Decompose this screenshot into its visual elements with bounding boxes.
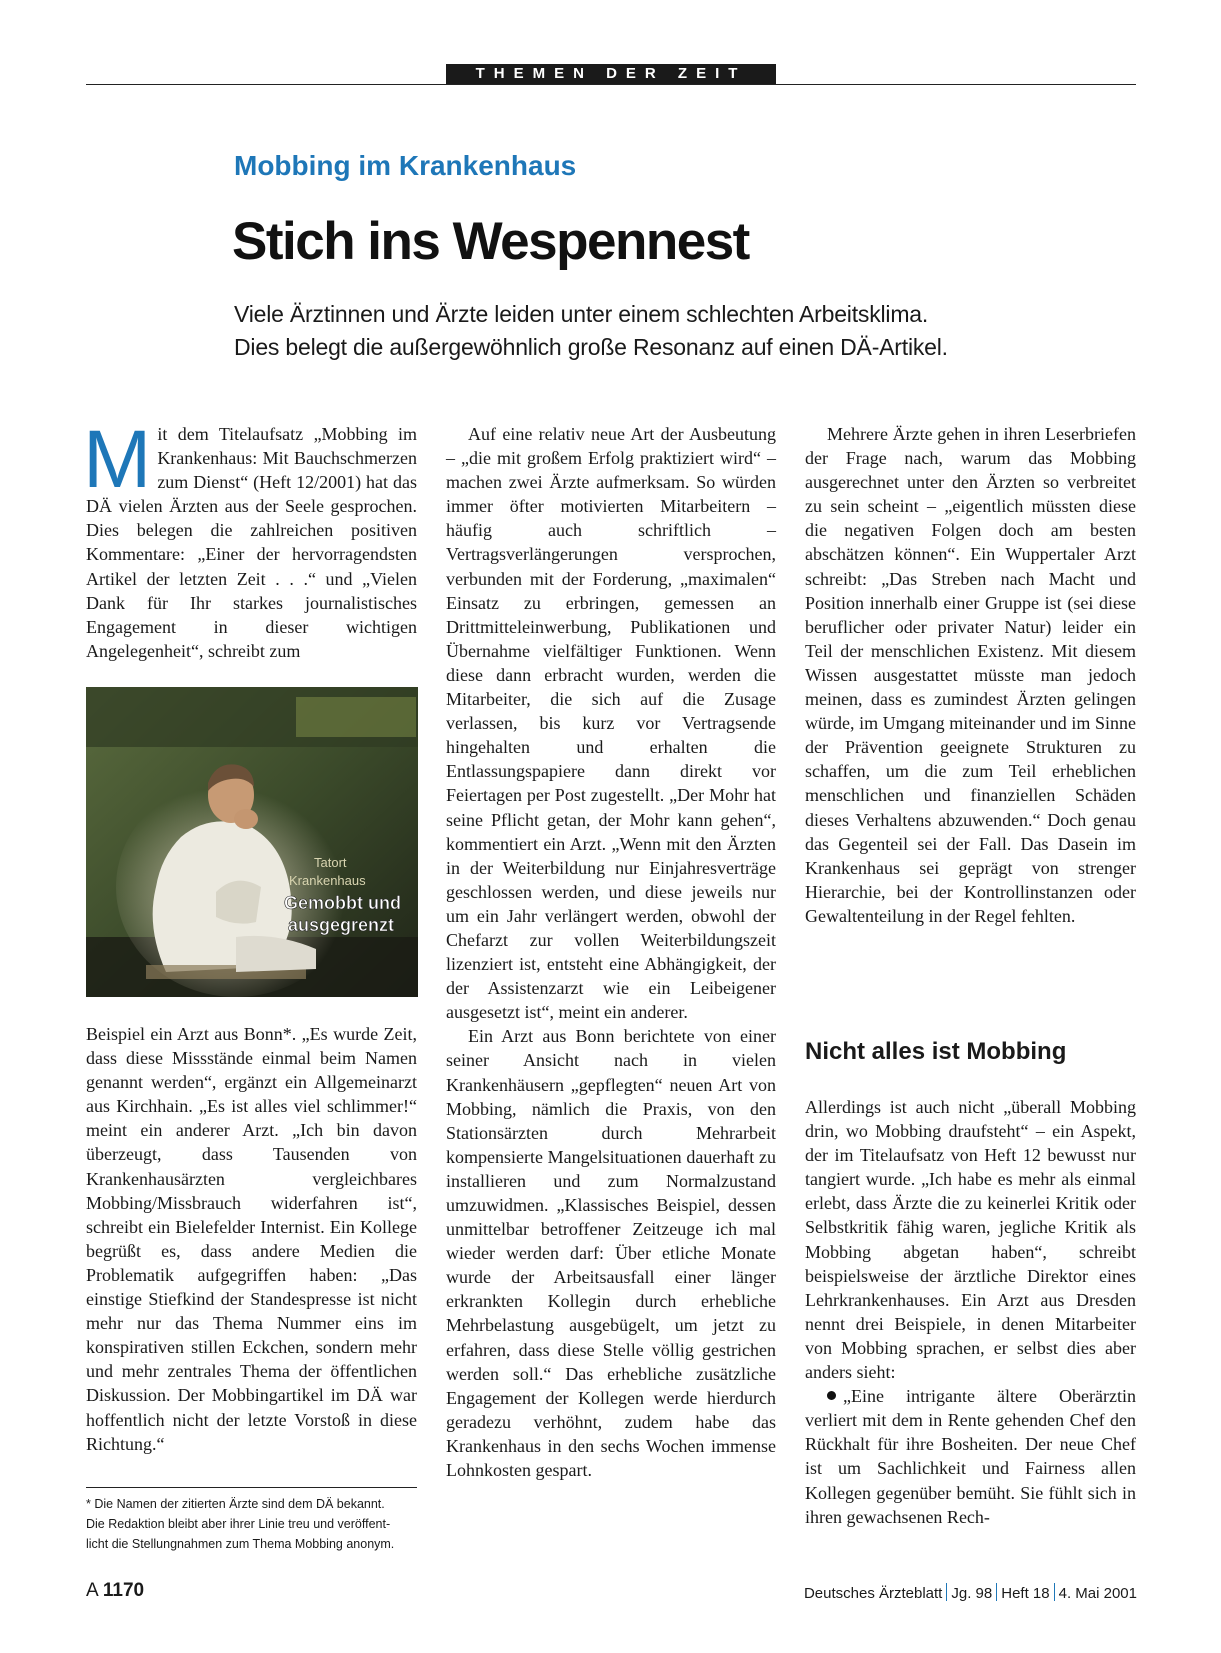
page-number-value: 1170 [102,1580,145,1601]
paragraph: Auf eine relativ neue Art der Ausbeutung – „die mit großem Erfolg praktiziert wird“ – machen zwei Ärzte aufmerksam. So würden immer öfter motivierten Mitarbeitern – häufig auch schriftlich – Vertragsverlängerungen versprochen, verbunden mit der Forderung, „maximalen“ Einsatz zu erbringen, gemessen an Drittmitteleinwerbung, Publikationen und Übernahme vielfältiger Funktionen. Wenn diese dann erbracht wurden, werden die Mitarbeiter, die sich auf die Zusage verlassen, bis kurz vor Vertragsende hingehalten und erhalten die Entlassungspapiere dann direkt vor Feiertagen per Post zugestellt. „Der Mohr hat seine Pflicht getan, der Mohr kann gehen“, kommentiert ein Arzt. „Wenn mit den Ärzten in der Weiterbildung nur Einjahresverträge geschlossen werden, und diese jeweils nur um ein Jahr verlängert werden, obwohl der Chefarzt zur vollen Weiterbildungszeit lizenziert ist, entsteht eine Abhängigkeit, der der Assistenzarzt wie ein Leibeigener ausgesetzt ist“, meint ein anderer. [446,424,776,1023]
paragraph: Allerdings ist auch nicht „überall Mobbing drin, wo Mobbing draufsteht“ – ein Aspekt, der im Titelaufsatz von Heft 12 bewusst nur tangiert wurde. „Ich habe es mehr als einmal erlebt, dass Ärzte die zu keinerlei Kritik oder Selbstkritik fähig waren, jegliche Kritik als Mobbing abgetan haben“, schreibt beispielsweise der ärztliche Direktor eines Lehrkrankenhauses. Ein Arzt aus Dresden nennt drei Beispiele, in denen Mitarbeiter von Mobbing sprachen, er selbst dies aber anders sieht: [805,1097,1136,1383]
footnote-line: * Die Namen der zitierten Ärzte sind dem DÄ bekannt. [86,1497,385,1511]
paragraph-text: it dem Titelaufsatz „Mobbing im Krankenhaus: Mit Bauchschmerzen zum Dienst“ (Heft 12/2001) hat das DÄ vielen Ärzten aus der Seele gesprochen. Dies belegen die zahlreichen positiven Kommentare: „Einer der hervorragendsten Artikel der letzten Zeit . . .“ und „Vielen Dank für Ihr starkes journalistisches Engagement in dieser wichtigen Angelegenheit“, schreibt zum [86,424,417,661]
paragraph: Mehrere Ärzte gehen in ihren Leserbriefen der Frage nach, warum das Mobbing ausgerechnet unter den Ärzten so verbreitet zu sein scheint – „eigentlich müssten diese die negativen Folgen doch am besten abschätzen können“. Ein Wuppertaler Arzt schreibt: „Das Streben nach Macht und Position innerhalb einer Gruppe ist (sei diese beruflicher oder privater Natur) leider ein Teil der menschlichen Existenz. Mit diesem Wissen ausgestattet müsste man jedoch meinen, dass es zumindest Ärzten gelingen würde, im Umgang miteinander und im Sinne der Prävention geeignete Strukturen zu schaffen, um die zum Teil erheblichen menschlichen und finanziellen Schäden dieses Verhaltens abzuwenden.“ Doch genau das Gegenteil sei der Fall. Das Dasein im Krankenhaus sei geprägt von strenger Hierarchie, bei der Kontrollinstanzen oder Gewaltenteilung in der Regel fehlten. [805,424,1136,926]
photo-caption-line: Tatort [314,855,347,870]
separator [946,1583,947,1601]
article-deck [234,298,1114,364]
deck-line: Viele Ärztinnen und Ärzte leiden unter einem schlechten Arbeitsklima. [234,301,929,327]
column-3-continued [805,1095,1136,1529]
separator [1054,1583,1055,1601]
photo-caption-line: Gemobbt und [284,893,401,913]
column-3 [805,422,1136,928]
bullet-paragraph [805,1384,1136,1529]
photo-caption-line: Krankenhaus [289,873,366,888]
journal-issue: Heft 18 [1001,1585,1050,1602]
deck-line: Dies belegt die außergewöhnlich große Resonanz auf einen DÄ-Artikel. [234,334,948,360]
section-label: THEMEN DER ZEIT [446,64,776,84]
page-number [86,1580,144,1602]
paragraph: Ein Arzt aus Bonn berichtete von einer seiner Ansicht nach in vielen Krankenhäusern „gepflegten“ neuen Art von Mobbing, nämlich die Praxis, von den Stationsärzten durch Mehrarbeit kompensierte Mangelsituationen dauerhaft zu installieren und zum Normalzustand umzuwidmen. „Klassisches Beispiel, dessen unmittelbar betroffener Zeitzeuge ich mal wieder werden darf: Über etliche Monate wurde der Arbeitsausfall einer länger erkrankten Kollegin durch erhebliche Mehrbelastung ausgebügelt, um jetzt zu erfahren, dass diese Stelle völlig gestrichen werden soll.“ Das erhebliche zusätzliche Engagement der Kollegen werde hierdurch geradezu verhöhnt, zudem habe das Krankenhaus in den sechs Wochen immense Lohnkosten gespart. [446,1026,776,1481]
photo-illustration [86,687,418,997]
article-photo [86,687,418,997]
footnote-rule [86,1487,417,1488]
paragraph [83,414,417,663]
paragraph: Beispiel ein Arzt aus Bonn*. „Es wurde Zeit, dass diese Missstände einmal beim Namen genannt werden“, ergänzt ein Allgemeinarzt aus Kirchhain. „Es ist alles viel schlimmer!“ meint ein anderer Arzt. „Ich bin davon überzeugt, dass Tausenden von Krankenhausärzten vergleichbares Mobbing/Missbrauch widerfahren ist“, schreibt ein Bielefelder Internist. Ein Kollege begrüßt es, dass andere Medien die Problematik aufgegriffen haben: „Das einstige Stiefkind der Standespresse ist nicht mehr nur das Thema Nummer eins im konspirativen stillen Eckchen, sondern mehr und mehr zentrales Thema der öffentlichen Diskussion. Der Mobbingartikel im DÄ war hoffentlich nicht der letzte Vorstoß in diese Richtung.“ [86,1024,417,1454]
drop-cap: M [83,414,152,505]
page-prefix: A [86,1580,98,1601]
footnote [86,1494,417,1554]
column-1-continued [86,1022,417,1456]
header-rule [86,84,1136,85]
publication-line [804,1583,1137,1602]
journal-name: Deutsches Ärzteblatt [803,1585,943,1602]
column-1 [83,414,417,663]
article-headline: Stich ins Wespennest [232,212,749,271]
separator [996,1583,997,1601]
paragraph-text: „Eine intrigante ältere Oberärztin verliert mit dem in Rente gehenden Chef den Rückhalt für ihre Bosheiten. Der neue Chef ist um Sachlichkeit und Fairness allen Kollegen gegenüber bemüht. Sie fühlt sich in ihren gewachsenen Rech- [805,1386,1136,1527]
journal-date: 4. Mai 2001 [1058,1585,1137,1602]
section-heading: Nicht alles ist Mobbing [805,1038,1067,1065]
journal-volume: Jg. 98 [951,1585,993,1602]
article-kicker: Mobbing im Krankenhaus [234,150,577,181]
footnote-line: Die Redaktion bleibt aber ihrer Linie treu und veröffent- [86,1517,391,1531]
column-2 [446,422,776,1482]
photo-caption-line: ausgegrenzt [288,915,395,935]
bullet-icon [827,1391,836,1400]
footnote-line: licht die Stellungnahmen zum Thema Mobbing anonym. [86,1537,395,1551]
